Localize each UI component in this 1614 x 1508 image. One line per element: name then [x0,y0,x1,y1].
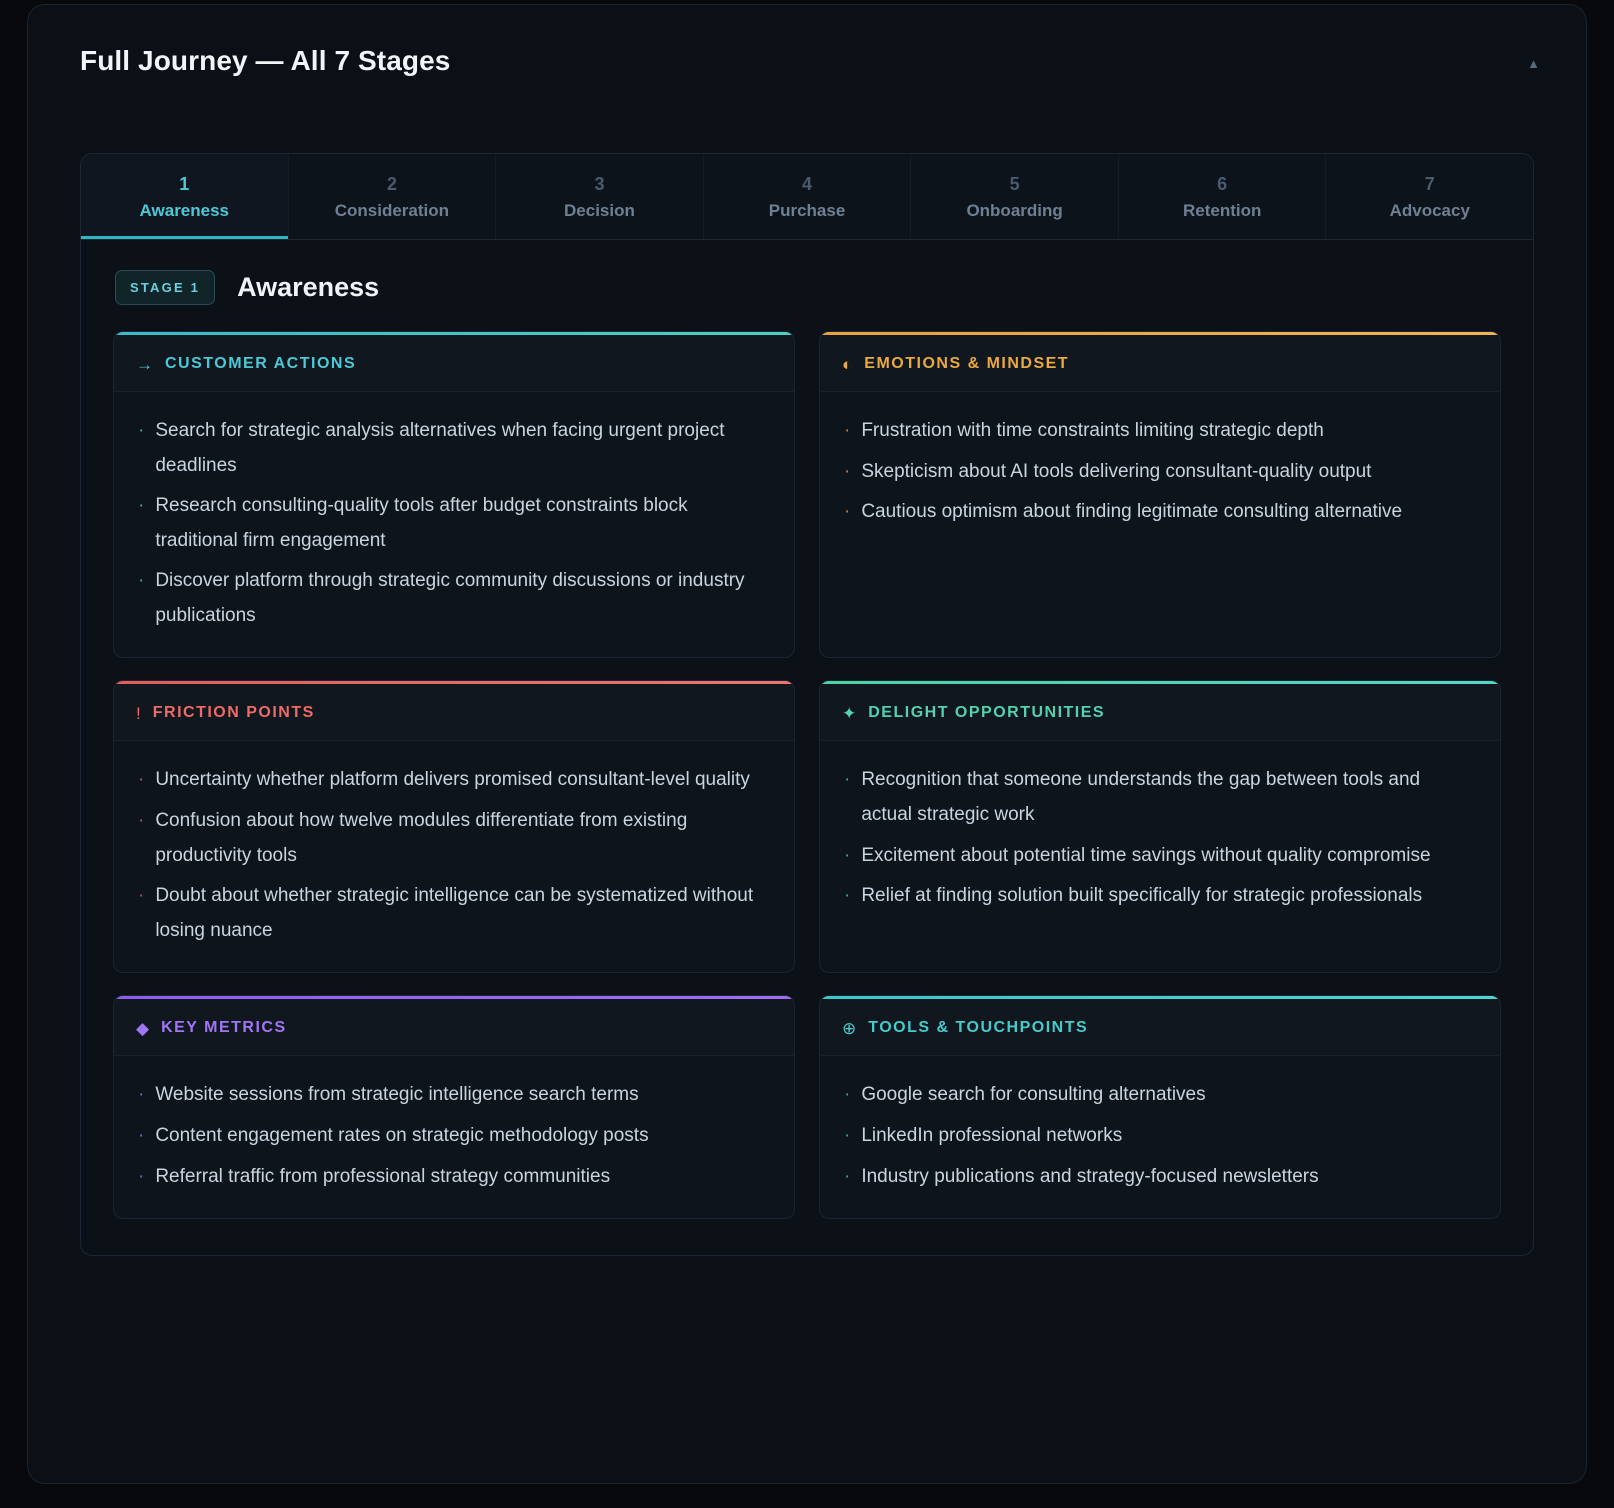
tab-awareness[interactable] [81,154,289,239]
list-item-text: Discover platform through strategic community discussions or industry publications [155,570,745,626]
page-title: Full Journey — All 7 Stages [80,45,451,76]
bullet-icon: · [844,769,851,791]
bullet-icon: · [844,420,851,441]
card-emotions-mindset [819,331,1501,658]
card-item-list [114,741,794,972]
bullet-icon: · [138,495,145,517]
bullet-icon: · [138,1124,145,1146]
tab-number: 6 [1217,174,1228,194]
card-header [820,335,1500,392]
list-item [844,1160,1476,1195]
list-item [844,879,1476,914]
list-item [138,489,770,558]
list-item-text: Cautious optimism about finding legitimate consulting alternative [861,501,1403,523]
bullet-icon: · [844,460,851,482]
list-item-text: Research consulting-quality tools after budget constraints block traditional firm engagement [155,495,688,551]
card-title: FRICTION POINTS [152,704,315,722]
card-item-list [820,1056,1500,1218]
card-title: DELIGHT OPPORTUNITIES [868,704,1106,722]
list-item-text: Confusion about how twelve modules differentiate from existing productivity tools [155,810,688,866]
card-key-metrics [113,995,795,1219]
bullet-icon: · [138,1165,145,1187]
list-item-text: Uncertainty whether platform delivers promised consultant-level quality [155,769,750,791]
list-item [844,495,1476,530]
stage-tabs[interactable] [81,154,1533,240]
card-header [114,684,794,741]
list-item [138,1119,770,1154]
list-item [844,1119,1476,1154]
tab-number: 7 [1424,174,1435,194]
journey-panel [27,4,1587,1484]
stage-body [81,240,1533,1255]
card-header [820,999,1500,1056]
card-delight-opportunities [819,680,1501,973]
card-header [114,999,794,1056]
tab-label: Advocacy [1389,201,1470,220]
tab-label: Decision [564,201,635,220]
list-item-text: LinkedIn professional networks [861,1124,1123,1146]
list-item-text: Google search for consulting alternatives [861,1084,1206,1106]
list-item [138,879,770,948]
tab-number: 3 [594,174,605,194]
tab-label: Awareness [139,201,230,220]
card-item-list [820,741,1500,937]
tab-number: 4 [802,174,813,194]
bullet-icon: · [844,885,851,907]
tab-label: Onboarding [966,201,1063,220]
list-item [844,414,1476,449]
card-item-list [820,392,1500,554]
card-title: EMOTIONS & MINDSET [864,355,1070,372]
list-item [844,1078,1476,1113]
list-item-text: Website sessions from strategic intelligence search terms [155,1084,639,1106]
list-item [138,1160,770,1195]
bullet-icon: · [138,769,145,791]
bullet-icon: · [844,844,851,866]
exclamation-icon: ! [136,703,141,723]
list-item [844,763,1476,832]
tab-number: 5 [1009,174,1020,194]
tab-label: Consideration [334,201,450,220]
list-item-text: Skepticism about AI tools delivering consultant-quality output [861,460,1372,482]
list-item-text: Search for strategic analysis alternatives when facing urgent project deadlines [155,420,725,476]
diamond-icon: ◆ [136,1018,150,1038]
stage-card [80,153,1534,1256]
list-item [844,455,1476,490]
card-title: CUSTOMER ACTIONS [165,355,357,372]
cards-grid [113,331,1501,1219]
list-item [138,564,770,633]
list-item-text: Relief at finding solution built specifically for strategic professionals [861,885,1423,907]
card-item-list [114,1056,794,1218]
bullet-icon: · [844,1124,851,1146]
bullet-icon: · [138,420,145,441]
bullet-icon: · [844,1084,851,1106]
card-item-list [114,392,794,657]
list-item [138,1078,770,1113]
card-header [114,335,794,392]
card-friction-points [113,680,795,973]
card-customer-actions [113,331,795,658]
list-item-text: Frustration with time constraints limiting strategic depth [861,420,1324,441]
list-item [138,763,770,798]
list-item-text: Doubt about whether strategic intelligence can be systematized without losing nuance [155,885,754,941]
list-item-text: Referral traffic from professional strategy communities [155,1165,611,1187]
card-tools-touchpoints [819,995,1501,1219]
panel-header [28,5,1586,121]
tab-purchase[interactable] [704,154,912,239]
tab-onboarding[interactable] [911,154,1119,239]
list-item-text: Industry publications and strategy-focused newsletters [861,1165,1319,1187]
sparkle-icon: ✦ [842,703,857,723]
stage-header [113,270,1501,305]
caret-up-icon[interactable]: ▲ [1527,56,1540,71]
card-header [820,684,1500,741]
tab-decision[interactable] [496,154,704,239]
bullet-icon: · [138,570,145,592]
bullet-icon: · [138,810,145,832]
list-item [844,839,1476,874]
status-badge: STAGE 1 [115,270,215,305]
target-icon: ⊕ [842,1018,857,1038]
list-item-text: Excitement about potential time savings without quality compromise [861,844,1431,866]
tab-consideration[interactable] [289,154,497,239]
bullet-icon: · [844,1165,851,1187]
tab-label: Purchase [768,201,846,220]
tab-advocacy[interactable] [1326,154,1533,239]
bullet-icon: · [138,1084,145,1106]
stage-title: Awareness [237,272,380,302]
tab-number: 1 [179,174,190,194]
tab-label: Retention [1182,201,1262,220]
tab-retention[interactable] [1119,154,1327,239]
bullet-icon: · [844,501,851,523]
list-item [138,414,770,483]
card-title: KEY METRICS [161,1019,287,1037]
list-item-text: Content engagement rates on strategic methodology posts [155,1124,649,1146]
list-item [138,804,770,873]
bullet-icon: · [138,885,145,907]
half-circle-icon: ◐ [842,354,853,374]
list-item-text: Recognition that someone understands the gap between tools and actual strategic work [861,769,1421,826]
card-title: TOOLS & TOUCHPOINTS [868,1019,1089,1037]
arrow-right-icon: → [136,354,153,374]
tab-number: 2 [386,174,397,194]
